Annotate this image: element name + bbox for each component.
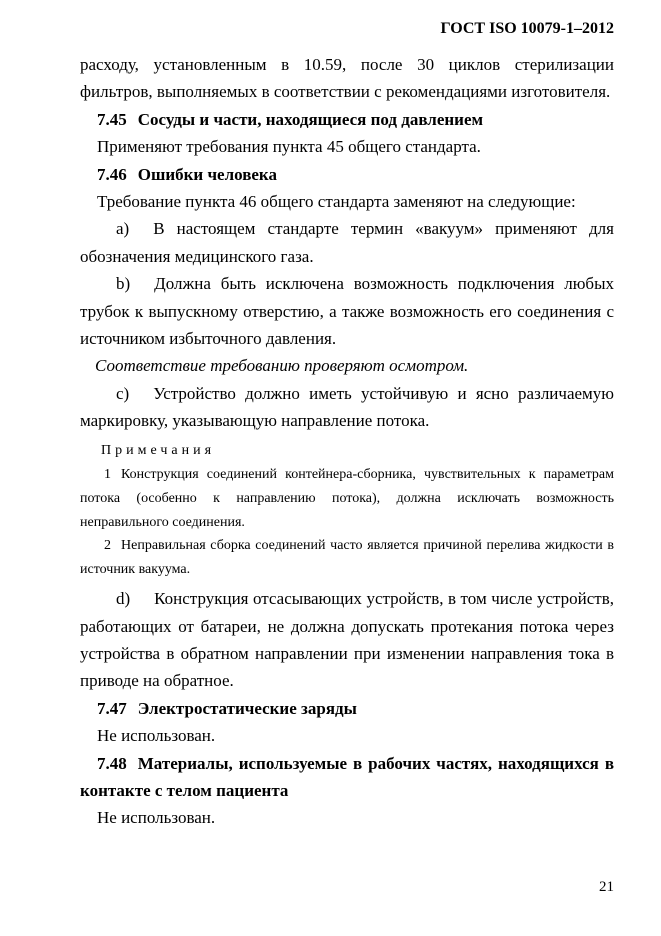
note-text: Конструкция соединений контейнера-сборника, чувствительных к параметрам потока (особенно к направлению потока), должна исключать возможность неправильного соединения.: [80, 466, 614, 530]
list-marker: c): [116, 383, 130, 403]
body-paragraph: Применяют требования пункта 45 общего стандарта.: [97, 137, 481, 157]
notes-section: [80, 439, 614, 583]
list-item-b: [80, 270, 614, 352]
page-footer: [599, 880, 614, 895]
section-title: Электростатические заряды: [137, 698, 357, 718]
list-item-text: Должна быть исключена возможность подключения любых трубок к выпускному отверстию, а также возможность его соединения с источником избыточного давления.: [80, 274, 614, 349]
body-paragraph: Не использован.: [97, 808, 216, 828]
note-number: 1: [104, 466, 111, 482]
note-2: [80, 534, 614, 582]
section-heading-7-45: [80, 106, 614, 133]
section-title: Сосуды и части, находящиеся под давлением: [137, 109, 484, 129]
section-title: Материалы, используемые в рабочих частях, находящихся в контакте с телом пациента: [80, 753, 614, 801]
list-item-c: [80, 380, 614, 435]
list-item-text: Конструкция отсасывающих устройств, в том числе устройств, работающих от батареи, не должна допускать протекания потока через устройства в обратном направлении при изменении направления тока в приводе на обратное.: [80, 589, 614, 691]
section-title: Ошибки человека: [137, 164, 277, 184]
list-item-a: [80, 215, 614, 270]
list-item-text: Устройство должно иметь устойчивую и ясно различаемую маркировку, указывающую направление потока.: [80, 383, 614, 431]
page-header: [80, 19, 614, 39]
section-number: 7.48: [97, 753, 127, 773]
continuation-paragraph: расходу, установленным в 10.59, после 30 циклов стерилизации фильтров, выполняемых в соответствии с рекомендациями изготовителя.: [80, 55, 614, 102]
section-number: 7.47: [97, 698, 127, 718]
list-marker: b): [116, 274, 131, 294]
section-heading-7-46: [80, 161, 614, 188]
note-1: [80, 463, 614, 535]
list-item-text: В настоящем стандарте термин «вакуум» применяют для обозначения медицинского газа.: [80, 219, 614, 266]
notes-label: Примечания: [101, 442, 216, 458]
compliance-check-paragraph: Соответствие требованию проверяют осмотром.: [95, 356, 469, 376]
document-content: [80, 51, 614, 832]
list-item-d: [80, 585, 614, 695]
section-number: 7.45: [97, 109, 127, 129]
standard-designation: ГОСТ ISO 10079-1–2012: [440, 20, 614, 37]
page-number: 21: [599, 879, 614, 895]
note-number: 2: [104, 538, 111, 554]
section-heading-7-47: [80, 695, 614, 722]
section-number: 7.46: [97, 164, 127, 184]
note-text: Неправильная сборка соединений часто является причиной перелива жидкости в источник вакуума.: [80, 538, 614, 578]
list-marker: d): [116, 589, 131, 609]
list-marker: a): [116, 219, 130, 239]
body-paragraph: Требование пункта 46 общего стандарта заменяют на следующие:: [97, 192, 576, 212]
body-paragraph: Не использован.: [97, 726, 216, 746]
section-heading-7-48: [80, 750, 614, 805]
